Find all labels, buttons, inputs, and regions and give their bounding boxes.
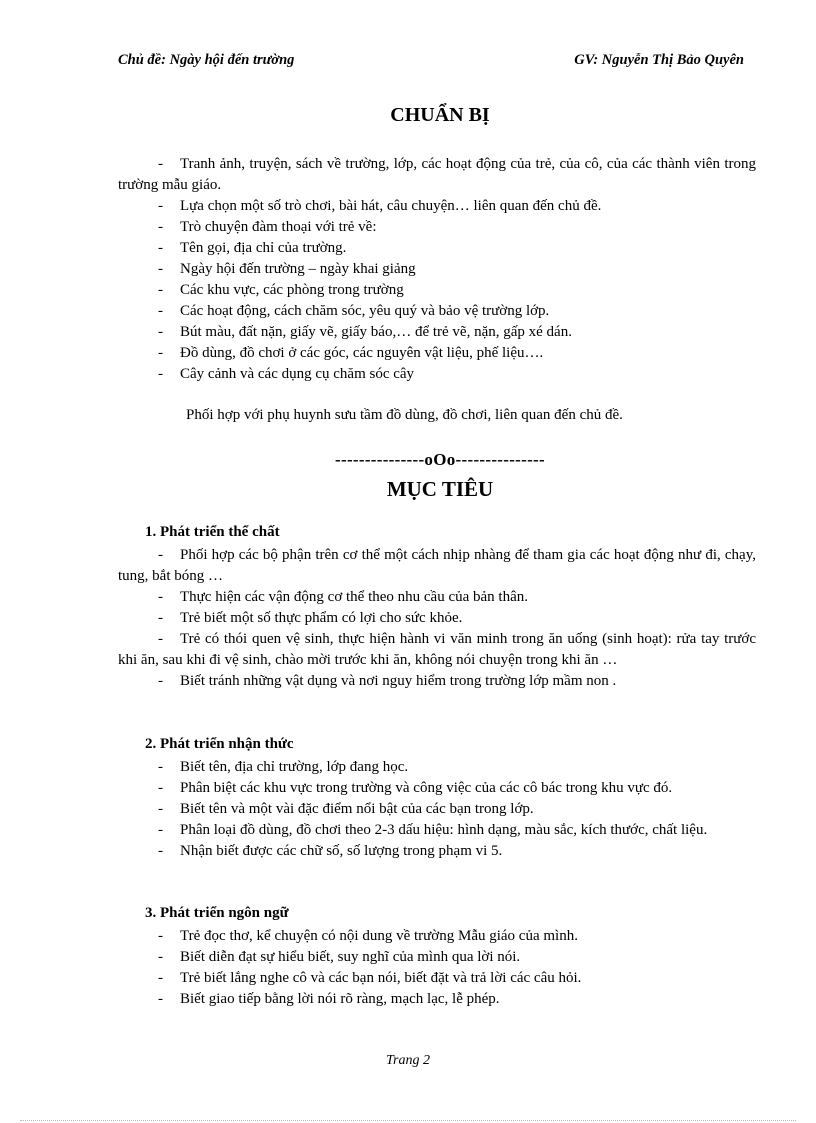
- physical-goals-list: [118, 545, 756, 692]
- list-item: - Phối hợp các bộ phận trên cơ thể một cách nhịp nhàng để tham gia các hoạt động như đi, chạy, tung, bắt bóng …: [118, 547, 756, 584]
- preparation-list: [118, 154, 756, 385]
- section-heading-language: 3. Phát triển ngôn ngữ: [145, 905, 289, 921]
- list-item: - Trẻ biết một số thực phẩm có lợi cho sức khỏe.: [158, 610, 463, 626]
- list-item: - Biết giao tiếp bằng lời nói rõ ràng, mạch lạc, lễ phép.: [158, 991, 500, 1007]
- language-goals-list: [118, 926, 756, 1010]
- list-item: - Biết tránh những vật dụng và nơi nguy hiểm trong trường lớp mầm non .: [158, 673, 617, 689]
- topic-label: Chủ đề: Ngày hội đến trường: [118, 52, 295, 68]
- list-item: - Nhận biết được các chữ số, số lượng trong phạm vi 5.: [158, 843, 503, 859]
- list-item: - Tên gọi, địa chỉ của trường.: [158, 240, 347, 256]
- section-divider: ---------------oOo---------------: [335, 450, 545, 469]
- list-item: - Lựa chọn một số trò chơi, bài hát, câu chuyện… liên quan đến chủ đề.: [158, 198, 602, 214]
- list-item: - Các hoạt động, cách chăm sóc, yêu quý và bảo vệ trường lớp.: [158, 303, 550, 319]
- list-item: - Đồ dùng, đồ chơi ở các góc, các nguyên vật liệu, phế liệu….: [158, 345, 544, 361]
- list-item: - Cây cảnh và các dụng cụ chăm sóc cây: [158, 366, 415, 382]
- list-item: - Các khu vực, các phòng trong trường: [158, 282, 404, 298]
- list-item: - Trẻ có thói quen vệ sinh, thực hiện hành vi văn minh trong ăn uống (sinh hoạt): rửa tay trước khi ăn, sau khi đi vệ sinh, chào mời trước khi ăn, không nói chuyện trong khi ăn …: [118, 631, 756, 668]
- list-item: - Tranh ảnh, truyện, sách về trường, lớp, các hoạt động của trẻ, của cô, của các thành viên trong trường mẫu giáo.: [118, 156, 756, 193]
- teacher-label: GV: Nguyễn Thị Bảo Quyên: [574, 52, 744, 68]
- preparation-title: CHUẨN BỊ: [390, 104, 490, 126]
- list-item: - Biết diễn đạt sự hiểu biết, suy nghĩ của mình qua lời nói.: [158, 949, 521, 965]
- section-heading-physical: 1. Phát triển thể chất: [145, 524, 280, 540]
- page-header: [118, 52, 744, 74]
- section-heading-cognitive: 2. Phát triển nhận thức: [145, 736, 294, 752]
- list-item: - Biết tên, địa chỉ trường, lớp đang học.: [158, 759, 409, 775]
- page-bottom-rule: [20, 1120, 796, 1121]
- list-item: - Phân loại đồ dùng, đồ chơi theo 2-3 dấu hiệu: hình dạng, màu sắc, kích thước, chất liệu.: [158, 822, 708, 838]
- list-item: - Phân biệt các khu vực trong trường và công việc của các cô bác trong khu vực đó.: [158, 780, 673, 796]
- goals-title: MỤC TIÊU: [386, 477, 494, 501]
- list-item: - Trẻ biết lắng nghe cô và các bạn nói, biết đặt và trả lời các câu hỏi.: [158, 970, 582, 986]
- parent-coordination-note: Phối hợp với phụ huynh sưu tầm đồ dùng, đồ chơi, liên quan đến chủ đề.: [186, 407, 623, 423]
- list-item: - Thực hiện các vận động cơ thể theo nhu cầu của bản thân.: [158, 589, 529, 605]
- list-item: - Ngày hội đến trường – ngày khai giảng: [158, 261, 416, 277]
- list-item: - Biết tên và một vài đặc điểm nổi bật của các bạn trong lớp.: [158, 801, 534, 817]
- list-item: - Bút màu, đất nặn, giấy vẽ, giấy báo,… để trẻ vẽ, nặn, gấp xé dán.: [158, 324, 572, 340]
- list-item: - Trò chuyện đàm thoại với trẻ về:: [158, 219, 377, 235]
- page-number: Trang 2: [386, 1053, 430, 1068]
- list-item: - Trẻ đọc thơ, kể chuyện có nội dung về trường Mẫu giáo của mình.: [158, 928, 578, 944]
- cognitive-goals-list: [118, 757, 756, 862]
